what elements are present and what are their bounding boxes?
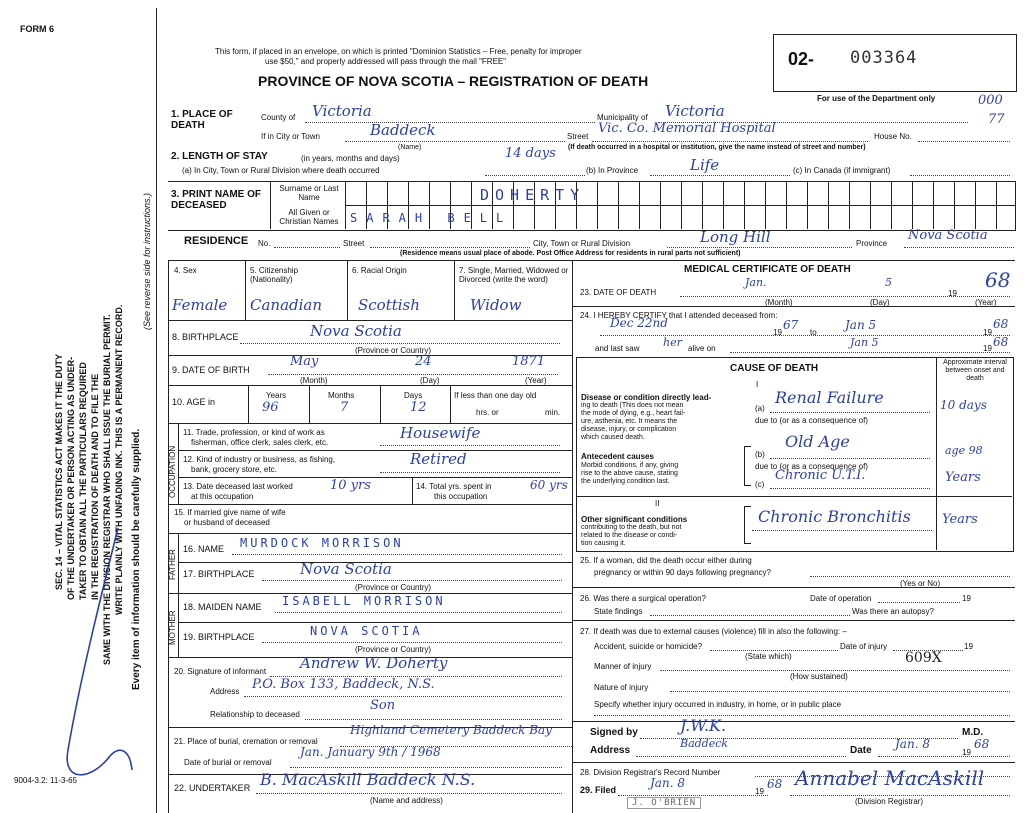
occupation-label: OCCUPATION xyxy=(168,445,177,498)
residence-street-label: Street xyxy=(343,239,365,248)
s21-date[interactable]: Jan. January 9th / 1968 xyxy=(300,745,441,759)
q24-label: 24. I HEREBY CERTIFY that I attended deceased from: xyxy=(580,311,778,320)
residence-note: (Residence means usual place of abode. Post Office Address for residents in rural parts not sufficient) xyxy=(400,250,741,257)
q27-specify-label: Specify whether injury occurred in industry, in home, or in public place xyxy=(594,700,842,709)
s1-label: 1. PLACE OF DEATH xyxy=(171,109,233,131)
cause-a-label: (a) xyxy=(755,404,765,413)
q25-sub: (Yes or No) xyxy=(900,579,941,588)
s2-sub: (in years, months and days) xyxy=(301,154,400,163)
other-value[interactable]: Chronic Bronchitis xyxy=(758,507,911,526)
s2-a-label: (a) In City, Town or Rural Division where death occurred xyxy=(182,166,380,175)
citizenship-value[interactable]: Canadian xyxy=(250,296,323,314)
due-label-2: due to (or as a consequence of) xyxy=(755,462,868,471)
q26-autopsy-label: Was there an autopsy? xyxy=(852,607,934,616)
dob-year[interactable]: 1871 xyxy=(512,354,546,369)
marital-value[interactable]: Widow xyxy=(470,296,522,314)
q24-from[interactable]: Dec 22nd xyxy=(610,316,668,330)
s15-label-1: 15. If married give name of wife xyxy=(174,508,286,517)
s15-label-2: or husband of deceased xyxy=(184,518,270,527)
direct-3: ure, asthenia, etc. It means the xyxy=(581,418,678,425)
antecedent-1: Morbid conditions, if any, giving xyxy=(581,462,679,469)
s17-value[interactable]: Nova Scotia xyxy=(300,560,392,578)
s21-label: 21. Place of burial, cremation or removal xyxy=(174,737,318,746)
q23-day[interactable]: 5 xyxy=(885,276,892,289)
dob-month[interactable]: May xyxy=(290,354,319,369)
s20-rel-label: Relationship to deceased xyxy=(210,710,300,719)
direct-5: which caused death. xyxy=(581,434,645,441)
s13-label-2: at this occupation xyxy=(191,492,254,501)
q23-year-label: (Year) xyxy=(975,298,997,307)
q24-to-year-prefix: 19 xyxy=(983,328,992,337)
given-value[interactable]: SARAH BELL xyxy=(350,211,513,225)
form-code: 9004-3.2: 11-3-65 xyxy=(14,776,78,785)
signed-year-prefix: 19 xyxy=(962,748,971,757)
side-text-8: (See reverse side for instructions.) xyxy=(142,192,152,330)
municipality-label: Municipality of xyxy=(597,113,648,122)
grid-divider xyxy=(954,181,955,229)
age-days-label: Days xyxy=(404,391,423,400)
q27-state-label: (State which) xyxy=(745,652,792,661)
grid-divider xyxy=(765,181,766,229)
age-days[interactable]: 12 xyxy=(410,400,427,415)
q27-code: 609X xyxy=(905,650,942,666)
cause-c-value[interactable]: Chronic U.T.I. xyxy=(775,468,866,483)
s2-a-value[interactable]: 14 days xyxy=(505,146,556,161)
part-1: I xyxy=(756,380,759,389)
s17-label: 17. BIRTHPLACE xyxy=(183,569,255,579)
q24-from-year-prefix: 19 xyxy=(773,328,782,337)
envelope-note-2: use $50," and properly addressed will pass through the mail "FREE" xyxy=(265,57,507,66)
s2-b-label: (b) In Province xyxy=(586,166,639,175)
reg-prefix: 02- xyxy=(788,49,815,69)
q26-date-label: Date of operation xyxy=(810,594,872,603)
street-value[interactable]: Vic. Co. Memorial Hospital xyxy=(598,121,776,136)
s20-rel[interactable]: Son xyxy=(370,698,396,713)
q27-year-prefix: 19 xyxy=(964,642,973,651)
cause-a-value[interactable]: Renal Failure xyxy=(775,388,884,407)
county-value[interactable]: Victoria xyxy=(312,102,372,120)
citizenship-label: 5. Citizenship (Nationality) xyxy=(250,266,299,284)
birthplace-sub: (Province or Country) xyxy=(355,346,432,355)
envelope-note-1: This form, if placed in an envelope, on which is printed "Dominion Statistics – Free, penalty for improper xyxy=(215,47,582,56)
signed-address[interactable]: Baddeck xyxy=(680,737,729,750)
form-title: PROVINCE OF NOVA SCOTIA – REGISTRATION OF DEATH xyxy=(258,73,649,89)
last-saw-value[interactable]: her xyxy=(663,336,682,349)
side-text-1: SEC. 14 – VITAL STATISTICS ACT MAKES IT THE DUTY xyxy=(54,353,64,590)
signed-date[interactable]: Jan. 8 xyxy=(895,737,930,751)
s2-c-label: (c) In Canada (if immigrant) xyxy=(793,166,891,175)
s20-signature[interactable]: Andrew W. Doherty xyxy=(300,654,448,672)
side-text-4: IN THE REGISTRATION OF DEATH AND TO FILE THE xyxy=(90,373,100,600)
q27-manner-label: Manner of injury xyxy=(594,662,652,671)
cause-a-interval[interactable]: 10 days xyxy=(940,398,987,412)
due-label-1: due to (or as a consequence of) xyxy=(755,416,868,425)
q29-registrar[interactable]: Annabel MacAskill xyxy=(795,766,985,790)
s13-value[interactable]: 10 yrs xyxy=(330,478,371,493)
other-3: tion causing it. xyxy=(581,540,626,547)
q29-year-prefix: 19 xyxy=(755,787,764,796)
s19-value[interactable]: NOVA SCOTIA xyxy=(310,624,423,638)
s18-value[interactable]: ISABELL MORRISON xyxy=(282,594,446,608)
q23-label: 23. DATE OF DEATH xyxy=(580,288,657,297)
s16-value[interactable]: MURDOCK MORRISON xyxy=(240,536,404,550)
other-interval[interactable]: Years xyxy=(942,512,978,527)
city-label: If in City or Town xyxy=(261,132,320,141)
antecedent-bold: Antecedent causes xyxy=(581,452,654,461)
father-label: FATHER xyxy=(168,549,177,580)
q26-label: 26. Was there a surgical operation? xyxy=(580,594,706,603)
sex-value[interactable]: Female xyxy=(172,296,228,314)
s11-label-2: fisherman, office clerk, sales clerk, etc. xyxy=(191,438,329,447)
residence-province[interactable]: Nova Scotia xyxy=(908,228,988,243)
dept-code-2: 77 xyxy=(988,112,1005,127)
s22-label: 22. UNDERTAKER xyxy=(174,783,251,793)
s21-value[interactable]: Highland Cemetery Baddeck Bay xyxy=(350,723,552,737)
grid-divider xyxy=(786,181,787,229)
age-less-label: If less than one day old xyxy=(454,391,537,400)
q23-month-label: (Month) xyxy=(765,298,793,307)
q24-to[interactable]: Jan 5 xyxy=(845,318,877,332)
s17-sub: (Province or Country) xyxy=(355,583,432,592)
given-label: All Given or Christian Names xyxy=(279,208,339,226)
dob-day[interactable]: 24 xyxy=(415,354,432,369)
antecedent-3: the underlying condition last. xyxy=(581,478,670,485)
side-text-2: OF THE UNDERTAKER OR PERSON ACTING AS UNDER- xyxy=(66,356,76,600)
alive-on[interactable]: Jan 5 xyxy=(850,336,879,349)
s12-label-1: 12. Kind of industry or business, as fishing, xyxy=(183,455,336,464)
q26-findings-label: State findings xyxy=(594,607,643,616)
q27-label: 27. If death was due to external causes (violence) fill in also the following: – xyxy=(580,627,847,636)
age-years[interactable]: 96 xyxy=(262,400,279,415)
grid-divider xyxy=(828,181,829,229)
grid-divider xyxy=(933,181,934,229)
signed-label: Signed by xyxy=(590,727,638,738)
cause-b-label: (b) xyxy=(755,450,765,459)
last-saw-label: and last saw xyxy=(595,344,640,353)
q23-day-label: (Day) xyxy=(870,298,890,307)
q25-label-2: pregnancy or within 90 days following pregnancy? xyxy=(594,568,771,577)
q28-label: 28. Division Registrar's Record Number xyxy=(580,768,721,777)
birthplace-value[interactable]: Nova Scotia xyxy=(310,322,402,340)
cause-b-interval[interactable]: age 98 xyxy=(945,444,983,457)
dob-label: 9. DATE OF BIRTH xyxy=(172,365,250,375)
q23-month[interactable]: Jan. xyxy=(745,276,767,289)
alive-year-prefix: 19 xyxy=(983,344,992,353)
antecedent-2: rise to the above cause, stating xyxy=(581,470,678,477)
direct-bold: Disease or condition directly lead- xyxy=(581,393,712,402)
q27-nature-label: Nature of injury xyxy=(594,683,649,692)
residence-city-label: City, Town or Rural Division xyxy=(533,239,631,248)
dob-month-label: (Month) xyxy=(300,376,328,385)
medical-heading: MEDICAL CERTIFICATE OF DEATH xyxy=(684,264,851,275)
ink-scribble xyxy=(40,520,150,800)
cause-b-value[interactable]: Old Age xyxy=(785,432,850,451)
s16-label: 16. NAME xyxy=(183,544,225,554)
s18-label: 18. MAIDEN NAME xyxy=(183,602,262,612)
grid-divider xyxy=(597,181,598,229)
dept-code-1: 000 xyxy=(978,93,1003,108)
county-label: County of xyxy=(261,113,296,122)
age-years-label: Years xyxy=(266,391,287,400)
age-min-label: min. xyxy=(545,408,561,417)
other-bold: Other significant conditions xyxy=(581,515,688,524)
q24-to-label: to xyxy=(810,328,817,337)
dob-day-label: (Day) xyxy=(420,376,440,385)
s2-b-value[interactable]: Life xyxy=(690,156,720,174)
s20-address[interactable]: P.O. Box 133, Baddeck, N.S. xyxy=(252,677,435,692)
surname-label: Surname or Last Name xyxy=(279,184,339,202)
reg-number: 003364 xyxy=(850,48,918,68)
s19-sub: (Province or Country) xyxy=(355,645,432,654)
cause-c-interval[interactable]: Years xyxy=(945,470,981,485)
alive-year[interactable]: 68 xyxy=(993,335,1009,349)
grid-divider xyxy=(849,181,850,229)
grid-divider xyxy=(618,181,619,229)
city-value[interactable]: Baddeck xyxy=(370,121,436,139)
q27-accident-label: Accident, suicide or homicide? xyxy=(594,642,703,651)
residence-no-label: No. xyxy=(258,239,271,248)
s22-value[interactable]: B. MacAskill Baddeck N.S. xyxy=(260,770,476,789)
q27-how-label: (How sustained) xyxy=(790,672,848,681)
dept-use-label: For use of the Department only xyxy=(817,94,936,103)
side-text-7: Every item of information should be carefully supplied. xyxy=(131,428,142,690)
side-text-3: TAKER TO OBTAIN ALL THE PARTICULARS REQUIRED xyxy=(78,362,88,600)
other-2: related to the disease or condi- xyxy=(581,532,678,539)
signed-signature[interactable]: J.W.K. xyxy=(680,716,727,735)
q25-label-1: 25. If a woman, did the death occur either during xyxy=(580,556,752,565)
q24-from-year[interactable]: 67 xyxy=(783,318,799,332)
dob-year-label: (Year) xyxy=(525,376,547,385)
s2-label: 2. LENGTH OF STAY xyxy=(171,151,268,162)
q23-year-prefix: 19 xyxy=(948,289,957,298)
s21-date-label: Date of burial or removal xyxy=(184,758,272,767)
s20-label: 20. Signature of informant xyxy=(174,667,267,676)
grid-divider xyxy=(807,181,808,229)
cause-heading: CAUSE OF DEATH xyxy=(730,363,819,374)
alive-label: alive on xyxy=(688,344,716,353)
marital-label: 7. Single, Married, Widowed or Divorced (write the word) xyxy=(459,266,569,284)
direct-2: the mode of dying, e.g., heart fail- xyxy=(581,410,686,417)
form-label: FORM 6 xyxy=(20,24,55,34)
residence-province-label: Province xyxy=(856,239,888,248)
age-months-label: Months xyxy=(328,391,355,400)
side-text-6: WRITE PLAINLY WITH UNFADING INK. THIS IS A PERMANENT RECORD. xyxy=(114,304,124,615)
part-2: II xyxy=(655,499,660,508)
s14-value[interactable]: 60 yrs xyxy=(530,478,568,492)
grid-divider xyxy=(744,181,745,229)
md-label: M.D. xyxy=(962,727,984,738)
q29-registrar-label: (Division Registrar) xyxy=(855,797,924,806)
s20-address-label: Address xyxy=(210,687,240,696)
birthplace-label: 8. BIRTHPLACE xyxy=(172,332,239,342)
other-1: contributing to the death, but not xyxy=(581,524,682,531)
residence-city[interactable]: Long Hill xyxy=(700,228,771,246)
s3-label: 3. PRINT NAME OF DECEASED xyxy=(171,189,262,211)
age-label: 10. AGE in xyxy=(172,397,216,407)
s12-label-2: bank, grocery store, etc. xyxy=(191,465,277,474)
q29-stamp: J. O'BRIEN xyxy=(627,797,701,809)
signed-date-label: Date xyxy=(850,745,872,756)
sex-label: 4. Sex xyxy=(174,266,197,275)
age-months[interactable]: 7 xyxy=(340,400,349,415)
grid-divider xyxy=(891,181,892,229)
s14-label-1: 14. Total yrs. spent in xyxy=(416,482,492,491)
grid-divider xyxy=(912,181,913,229)
interval-label: Approximate interval between onset and death xyxy=(943,359,1007,382)
q26-year-prefix: 19 xyxy=(962,594,971,603)
s11-value[interactable]: Housewife xyxy=(400,424,481,442)
s13-label-1: 13. Date deceased last worked xyxy=(183,482,293,491)
signed-address-label: Address xyxy=(590,745,631,756)
grid-divider xyxy=(870,181,871,229)
grid-divider xyxy=(702,181,703,229)
s14-label-2: this occupation xyxy=(434,492,488,501)
signed-year[interactable]: 68 xyxy=(974,737,990,751)
s12-value[interactable]: Retired xyxy=(410,450,467,468)
grid-divider xyxy=(660,181,661,229)
side-text-5: SAME WITH THE DIVISION REGISTRAR WHO SHALL ISSUE THE BURIAL PERMIT. xyxy=(102,314,112,665)
s22-sub: (Name and address) xyxy=(370,796,443,805)
age-hrs-label: hrs. or xyxy=(476,408,499,417)
q29-year[interactable]: 68 xyxy=(767,777,783,791)
grid-divider xyxy=(723,181,724,229)
q23-year[interactable]: 68 xyxy=(985,268,1011,292)
mother-label: MOTHER xyxy=(168,610,177,645)
s19-label: 19. BIRTHPLACE xyxy=(183,632,255,642)
surname-value[interactable]: DOHERTY xyxy=(480,186,586,204)
q27-date-label: Date of injury xyxy=(840,642,888,651)
q29-filed[interactable]: Jan. 8 xyxy=(650,776,685,790)
street-label: Street xyxy=(567,132,589,141)
q24-to-year[interactable]: 68 xyxy=(993,317,1009,331)
race-value[interactable]: Scottish xyxy=(358,296,420,314)
race-label: 6. Racial Origin xyxy=(352,266,407,275)
grid-divider xyxy=(996,181,997,229)
s1-note: (If death occurred in a hospital or institution, give the name instead of street and number) xyxy=(568,144,866,151)
municipality-value[interactable]: Victoria xyxy=(665,102,725,120)
house-label: House No. xyxy=(874,132,912,141)
cause-c-label: (c) xyxy=(755,480,765,489)
direct-4: disease, injury, or complication xyxy=(581,426,677,433)
name-label: (Name) xyxy=(398,144,422,151)
grid-divider xyxy=(975,181,976,229)
residence-label: RESIDENCE xyxy=(184,235,249,247)
grid-divider xyxy=(639,181,640,229)
grid-divider xyxy=(681,181,682,229)
direct-1: ing to death (This does not mean xyxy=(581,402,684,409)
q29-label: 29. Filed xyxy=(580,785,617,795)
registration-number-box xyxy=(773,34,1017,92)
s11-label-1: 11. Trade, profession, or kind of work as xyxy=(183,428,325,437)
